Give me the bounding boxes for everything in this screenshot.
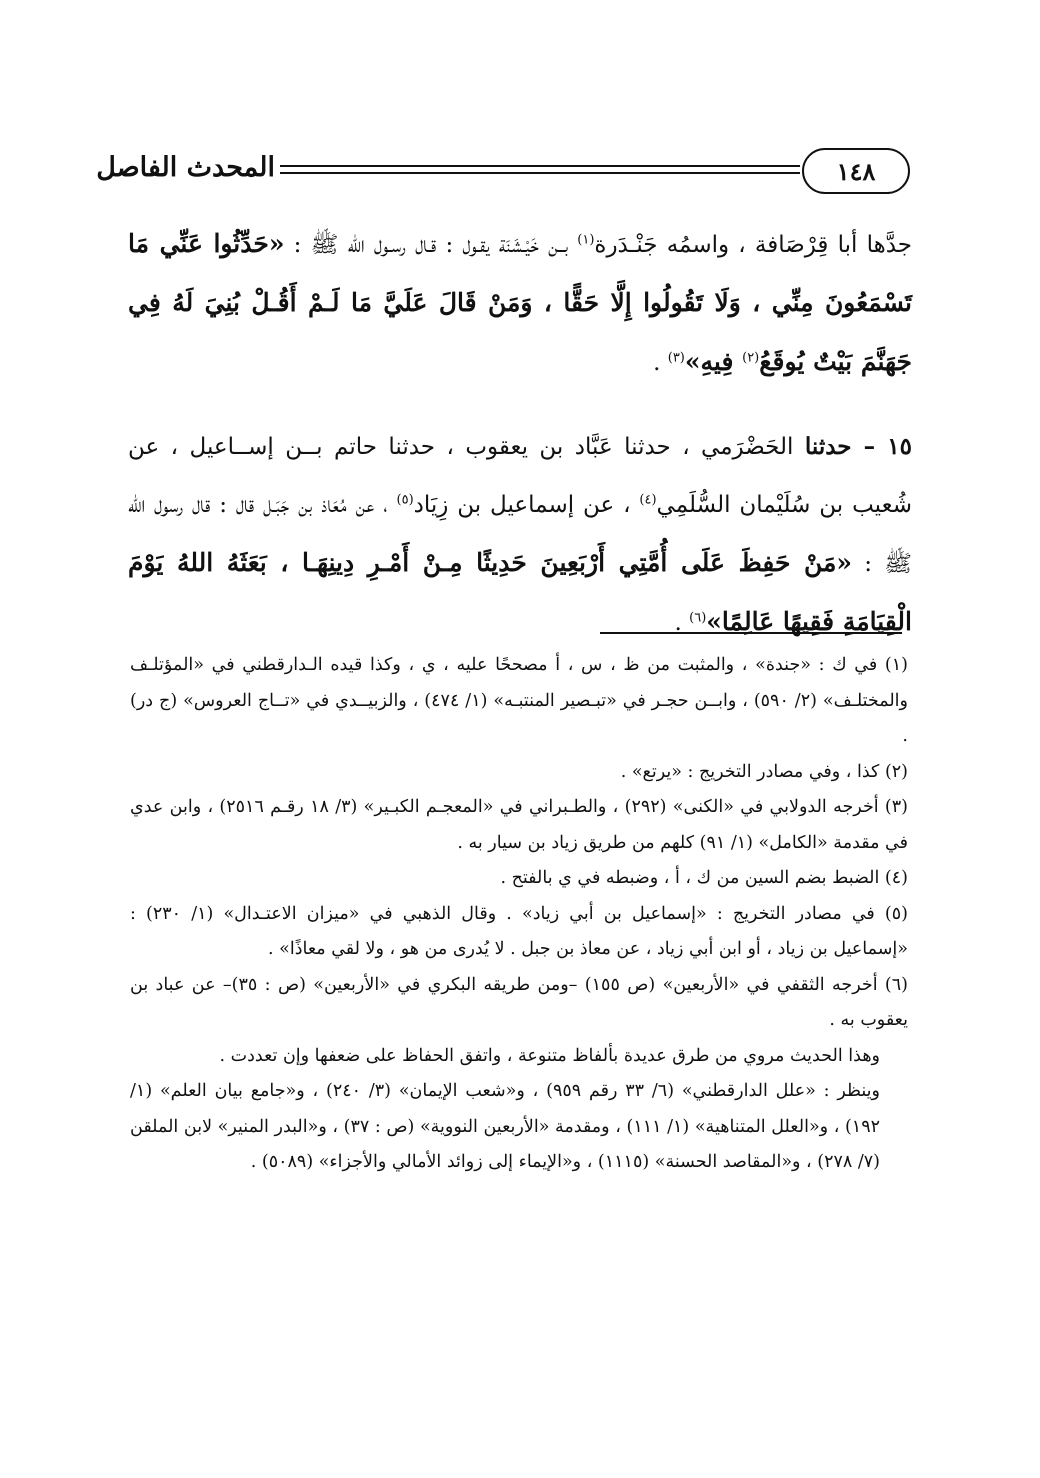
text-run: ، عن إسماعيل بن زِيَاد [413, 492, 640, 518]
footnote-ref-2: (٢) [742, 350, 760, 366]
footnote-ref-1: (١) [577, 232, 595, 248]
paragraph-gap [128, 392, 912, 418]
page-number-badge: ١٤٨ [802, 148, 910, 194]
hadith-text-2: «مَنْ حَفِظَ عَلَى أُمَّتِي أَرْبَعِينَ حَدِيثًا مِـنْ أَمْـرِ دِينِهَـا ، بَعَثَهُ اللهُ يَوْمَ الْقِيَامَةِ فَقِيهًا عَالِمًا» [128, 548, 912, 636]
footnote-2: (٢) كذا ، وفي مصادر التخريج : «يرتع» . [620, 761, 908, 782]
text-run: بــن خَيْـشَنَة يقـول : قـال رسـول الله ﷺ : [293, 232, 578, 258]
hadith-text-1: «حَدِّثُوا عَنِّي مَا تَسْمَعُونَ مِنِّي ، وَلَا تَقُولُوا إِلَّا حَقًّا ، وَمَنْ قَالَ عَلَيَّ مَا لَـمْ أَقُـلْ بُنِيَ لَهُ فِي جَهَنَّمَ بَيْتٌ يُوقَعُ [128, 229, 912, 376]
hadith-text-1b: فِيهِ» [684, 347, 743, 376]
text-run: الحَضْرَمي ، حدثنا عَبَّاد بن يعقوب ، حدثنا حاتم بــن إســاعيل ، عن شُعيب بن سُلَيْمان السُّلَمِي [128, 434, 912, 518]
footnote-ref-4: (٤) [639, 492, 657, 508]
header-rule-bottom [280, 172, 800, 174]
footnote-6: (٦) أخرجه الثقفي في «الأربعين» (ص ١٥٥) –ومن طريقه البكري في «الأربعين» (ص : ٣٥)– عن عباد بن يعقوب به . [130, 974, 908, 1030]
footnote-6-continuation-2: وينظر : «علل الدارقطني» (٦/ ٣٣ رقم ٩٥٩) ، و«شعب الإيمان» (٣/ ٢٤٠) ، و«جامع بيان العلم» (١/ ١٩٢) ، و«العلل المتناهية» (١/ ١١١) ، ومقدمة «الأربعين النووية» (ص : ٣٧) ، و«البدر المنير» لابن الملقن (٧/ ٢٧٨) ، و«المقاصد الحسنة» (١١١٥) ، و«الإيماء إلى زوائد الأمالي والأجزاء» (٥٠٨٩) . [130, 1081, 880, 1172]
page-header [96, 148, 910, 208]
text-run: جدَّها أبا قِرْصَافة ، واسمُه جَنْـدَرة [594, 232, 913, 258]
footnote-6-continuation-1: وهذا الحديث مروي من طرق عديدة بألفاظ متنوعة ، واتفق الحفاظ على ضعفها وإن تعددت . [219, 1045, 880, 1066]
text-run: ، عن مُعَاذ بن جَبَـل قال : قال رسول الله ﷺ : [128, 492, 913, 577]
book-title: المحدث الفاصل [96, 152, 275, 183]
footnote-ref-6: (٦) [689, 610, 707, 626]
hadith-number-15: ١٥ – حدثنا [804, 433, 912, 460]
footnote-ref-3: (٣) [667, 350, 685, 366]
footnote-3: (٣) أخرجه الدولابي في «الكنى» (٢٩٢) ، والطـبراني في «المعجـم الكبـير» (٣/ ١٨ رقـم ٢٥١٦) ، وابن عدي في مقدمة «الكامل» (١/ ٩١) كلهم من طريق زياد بن سيار به . [130, 797, 908, 853]
footnote-ref-5: (٥) [396, 492, 414, 508]
footnote-5: (٥) في مصادر التخريج : «إسماعيل بن أبي زياد» . وقال الذهبي في «ميزان الاعتـدال» (١/ ٢٣٠) : «إسماعيل بن زياد ، أو ابن أبي زياد ، عن معاذ بن جبل . لا يُدرى من هو ، ولا لقي معاذًا» . [130, 903, 908, 959]
footnote-1: (١) في ك : «جندة» ، والمثبت من ظ ، س ، أ مصححًا عليه ، ي ، وكذا قيده الـدارقطني في «المؤتلـف والمختلـف» (٢/ ٥٩٠) ، وابــن حجـر في «تبـصير المنتبـه» (١/ ٤٧٤) ، والزبيــدي في «تــاج العروس» (ج در) . [130, 655, 908, 746]
main-text [128, 215, 912, 652]
footnotes [130, 648, 908, 1181]
header-rule-top [280, 165, 800, 167]
paragraph-15 [128, 418, 912, 652]
text-run: . [674, 610, 690, 636]
text-run: . [653, 350, 668, 376]
footnote-separator [600, 632, 902, 634]
opening-paragraph [128, 215, 912, 392]
footnote-4: (٤) الضبط بضم السين من ك ، أ ، وضبطه في ي بالفتح . [500, 868, 908, 888]
